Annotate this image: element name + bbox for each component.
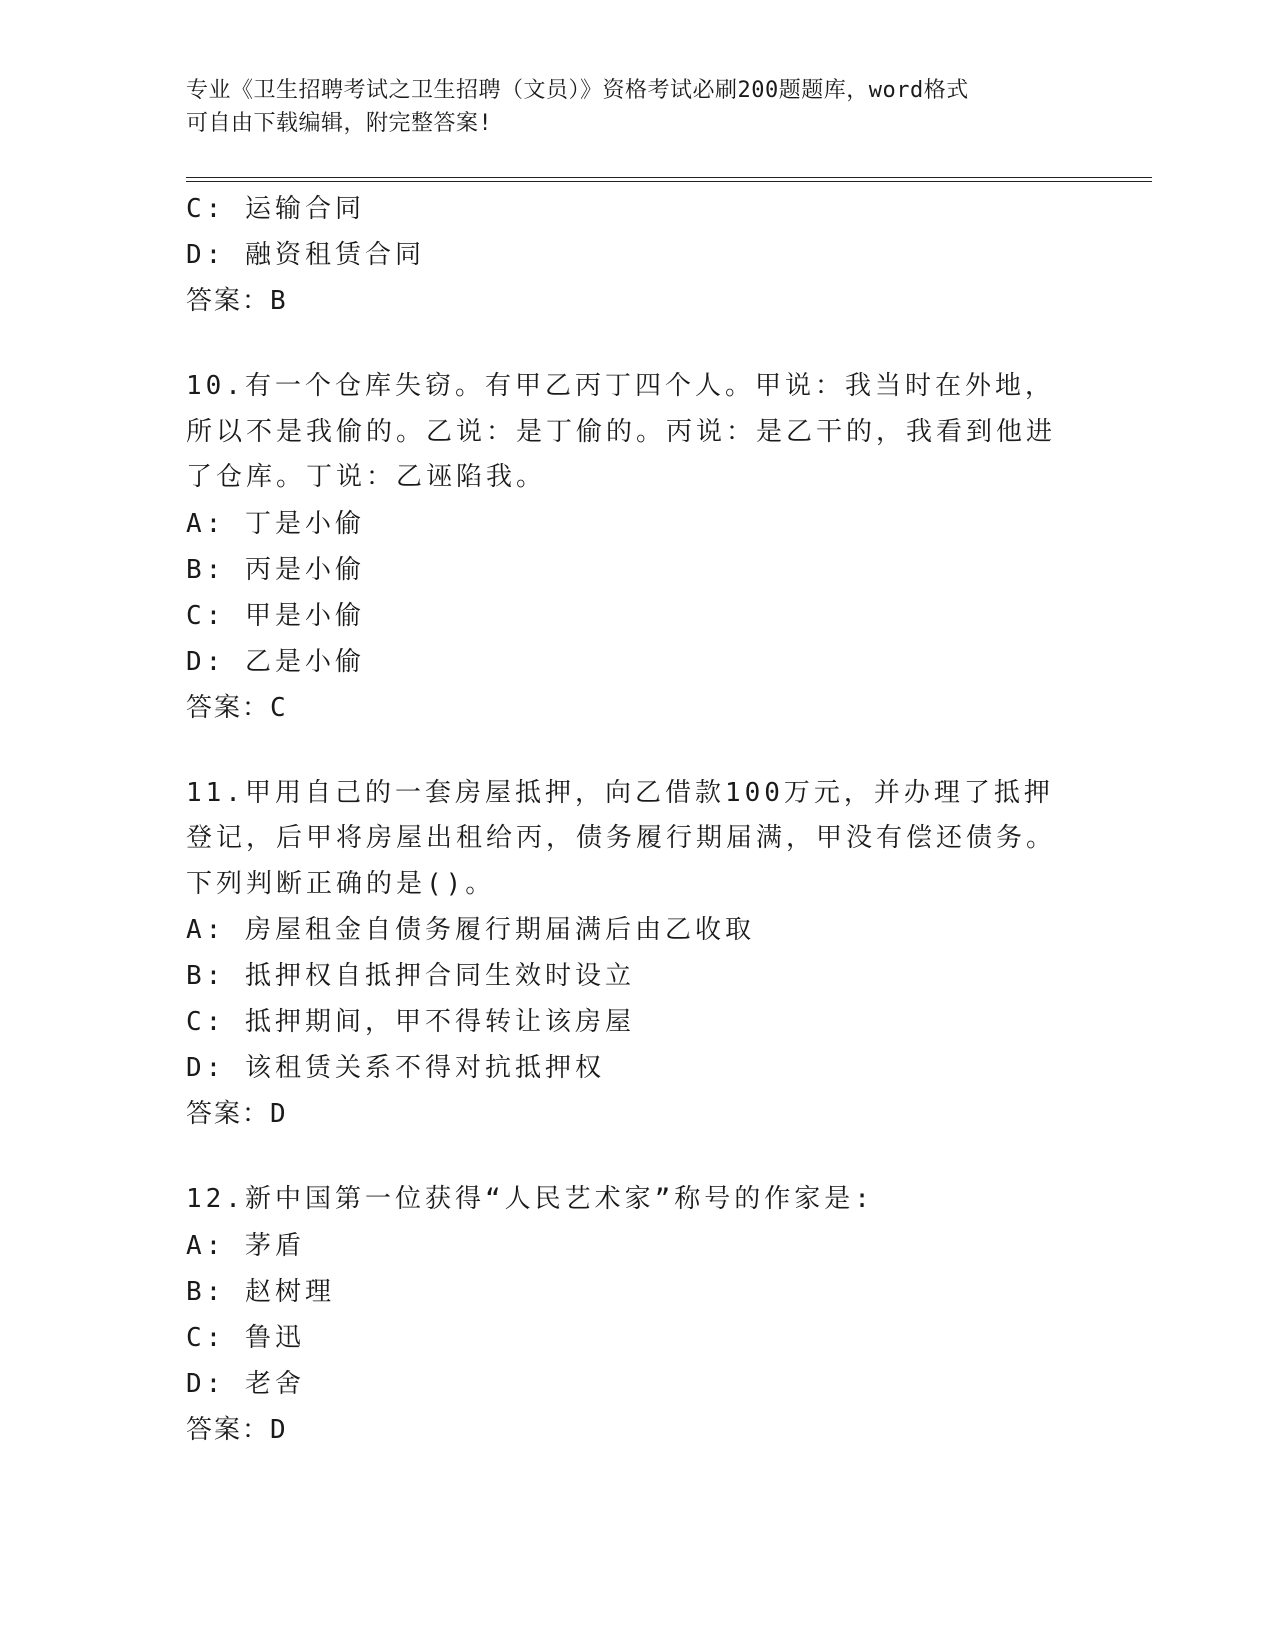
option-b: B: 赵树理 — [186, 1276, 335, 1307]
option-c: C: 抵押期间，甲不得转让该房屋 — [186, 1007, 635, 1037]
question-text: 11.甲用自己的一套房屋抵押，向乙借款100万元，并办理了抵押登记，后甲将房屋出租给丙，债务履行期届满，甲没有偿还债务。下列判断正确的是()。 — [186, 777, 1057, 899]
block-spacer — [186, 324, 1086, 364]
question-block-9 — [186, 186, 1086, 324]
option-a: A: 房屋租金自债务履行期届满后由乙收取 — [186, 915, 755, 945]
header-line-2: 可自由下载编辑，附完整答案! — [186, 111, 493, 136]
header-line-1: 专业《卫生招聘考试之卫生招聘（文员）》资格考试必刷200题题库，word格式 — [186, 78, 969, 103]
option-c: C: 运输合同 — [186, 194, 365, 224]
option-c: C: 甲是小偷 — [186, 600, 365, 631]
answer-line: 答案：B — [186, 286, 288, 316]
option-d: D: 乙是小偷 — [186, 646, 365, 677]
document-header — [186, 74, 1066, 140]
question-block-12 — [186, 1177, 1086, 1453]
option-d: D: 该租赁关系不得对抗抵押权 — [186, 1053, 605, 1083]
question-block-11 — [186, 771, 1086, 1138]
block-spacer — [186, 731, 1086, 771]
option-b: B: 丙是小偷 — [186, 554, 365, 585]
option-a: A: 丁是小偷 — [186, 508, 365, 539]
question-text: 10.有一个仓库失窃。有甲乙丙丁四个人。甲说：我当时在外地，所以不是我偷的。乙说：是丁偷的。丙说：是乙干的，我看到他进了仓库。丁说：乙诬陷我。 — [186, 371, 1057, 492]
option-d: D: 融资租赁合同 — [186, 240, 425, 270]
question-block-10 — [186, 364, 1086, 731]
option-c: C: 鲁迅 — [186, 1322, 305, 1353]
option-a: A: 茅盾 — [186, 1230, 305, 1261]
option-b: B: 抵押权自抵押合同生效时设立 — [186, 961, 635, 991]
header-divider — [186, 177, 1152, 182]
block-spacer — [186, 1137, 1086, 1177]
question-text: 12.新中国第一位获得“人民艺术家”称号的作家是: — [186, 1184, 874, 1214]
answer-line: 答案：C — [186, 692, 288, 723]
answer-line: 答案：D — [186, 1414, 288, 1445]
question-list — [186, 186, 1086, 1453]
option-d: D: 老舍 — [186, 1368, 305, 1399]
answer-line: 答案：D — [186, 1099, 288, 1129]
